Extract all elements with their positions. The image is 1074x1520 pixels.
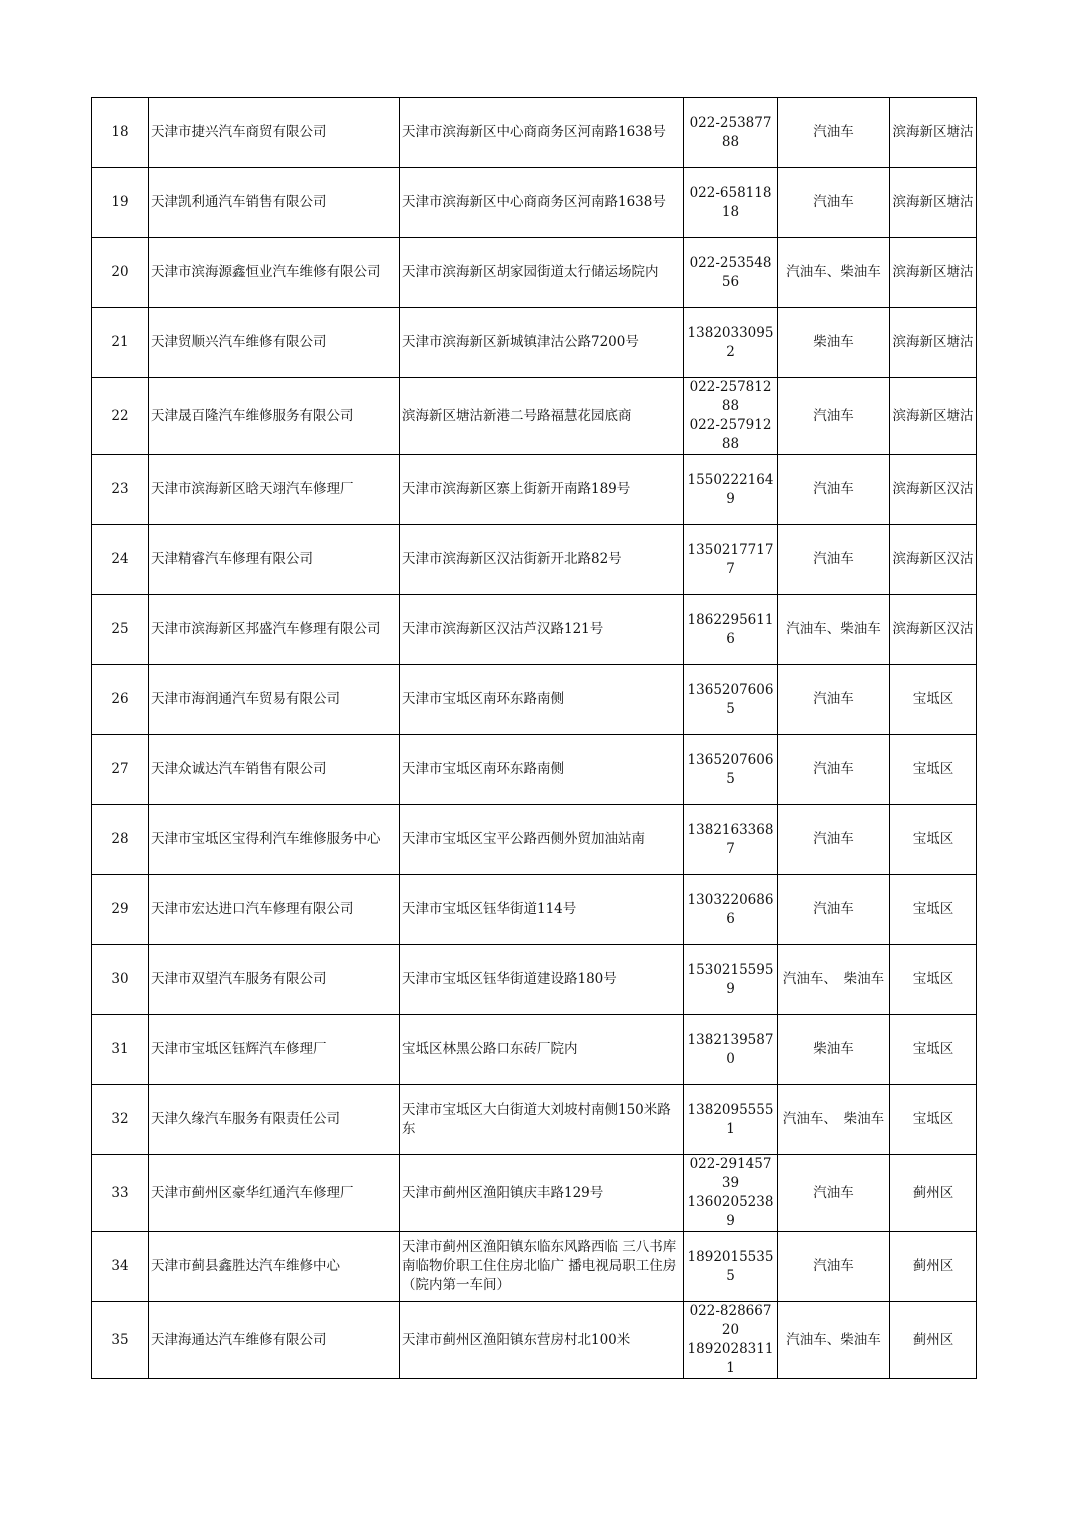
phone-number: 13820955551	[687, 1101, 774, 1137]
district: 宝坻区	[890, 1085, 977, 1155]
company-name: 天津市滨海新区邦盛汽车修理有限公司	[149, 595, 400, 665]
company-address: 天津市宝坻区钰华街道建设路180号	[400, 945, 684, 1015]
row-number: 33	[92, 1155, 149, 1232]
company-address: 天津市滨海新区新城镇津沽公路7200号	[400, 308, 684, 378]
row-number: 29	[92, 875, 149, 945]
company-name: 天津众诚达汽车销售有限公司	[149, 735, 400, 805]
company-name: 天津久缘汽车服务有限责任公司	[149, 1085, 400, 1155]
company-address: 天津市宝坻区宝平公路西侧外贸加油站南	[400, 805, 684, 875]
company-name: 天津贸顺兴汽车维修有限公司	[149, 308, 400, 378]
phone-number: 13652076065	[687, 681, 774, 717]
table-row	[92, 308, 977, 378]
company-name: 天津凯利通汽车销售有限公司	[149, 168, 400, 238]
vehicle-type: 汽油车、柴油车	[778, 238, 890, 308]
phone-numbers	[684, 525, 778, 595]
district: 蓟州区	[890, 1232, 977, 1302]
row-number: 22	[92, 378, 149, 455]
table-row	[92, 945, 977, 1015]
company-name: 天津市蓟州区豪华红通汽车修理厂	[149, 1155, 400, 1232]
vehicle-type: 汽油车、 柴油车	[778, 945, 890, 1015]
vehicle-type: 汽油车、 柴油车	[778, 1085, 890, 1155]
phone-number: 15502221649	[687, 471, 774, 507]
district: 宝坻区	[890, 875, 977, 945]
company-name: 天津市捷兴汽车商贸有限公司	[149, 98, 400, 168]
phone-number: 13652076065	[687, 751, 774, 787]
company-address: 天津市宝坻区南环东路南侧	[400, 665, 684, 735]
company-address: 天津市滨海新区汉沽芦汉路121号	[400, 595, 684, 665]
company-address: 天津市滨海新区寨上街新开南路189号	[400, 455, 684, 525]
company-address: 天津市滨海新区中心商商务区河南路1638号	[400, 168, 684, 238]
row-number: 19	[92, 168, 149, 238]
table-row	[92, 238, 977, 308]
phone-number: 022-82866720	[689, 1303, 772, 1338]
company-name: 天津市双望汽车服务有限公司	[149, 945, 400, 1015]
phone-numbers	[684, 98, 778, 168]
phone-number: 13032206866	[687, 891, 774, 927]
phone-numbers	[684, 168, 778, 238]
phone-numbers	[684, 805, 778, 875]
phone-number: 022-65811818	[689, 184, 772, 220]
table-row	[92, 805, 977, 875]
company-name: 天津市滨海新区晗天翊汽车修理厂	[149, 455, 400, 525]
row-number: 28	[92, 805, 149, 875]
table-row	[92, 735, 977, 805]
district: 宝坻区	[890, 1015, 977, 1085]
table-row	[92, 1015, 977, 1085]
vehicle-type: 柴油车	[778, 308, 890, 378]
phone-number: 18622956116	[687, 611, 774, 647]
table-row	[92, 455, 977, 525]
company-address: 天津市宝坻区南环东路南侧	[400, 735, 684, 805]
vehicle-type: 汽油车	[778, 98, 890, 168]
phone-numbers	[684, 665, 778, 735]
row-number: 23	[92, 455, 149, 525]
vehicle-type: 汽油车	[778, 665, 890, 735]
table-row	[92, 378, 977, 455]
vehicle-type: 汽油车	[778, 1232, 890, 1302]
vehicle-type: 汽油车、柴油车	[778, 1302, 890, 1379]
company-name: 天津精睿汽车修理有限公司	[149, 525, 400, 595]
company-address: 天津市滨海新区汉沽街新开北路82号	[400, 525, 684, 595]
phone-number: 15302155959	[687, 961, 774, 997]
table-body	[92, 98, 977, 1379]
phone-number: 022-25354856	[689, 254, 772, 290]
row-number: 26	[92, 665, 149, 735]
row-number: 25	[92, 595, 149, 665]
phone-number: 13602052389	[687, 1194, 774, 1229]
table-row	[92, 168, 977, 238]
phone-numbers	[684, 1155, 778, 1232]
phone-number: 022-25781288	[689, 379, 772, 414]
phone-number: 13821633687	[687, 821, 774, 857]
phone-numbers	[684, 1085, 778, 1155]
phone-numbers	[684, 378, 778, 455]
phone-numbers	[684, 595, 778, 665]
company-name: 天津市海润通汽车贸易有限公司	[149, 665, 400, 735]
company-address: 天津市滨海新区中心商商务区河南路1638号	[400, 98, 684, 168]
company-name: 天津海通达汽车维修有限公司	[149, 1302, 400, 1379]
table-row	[92, 98, 977, 168]
district: 滨海新区汉沽	[890, 455, 977, 525]
row-number: 35	[92, 1302, 149, 1379]
phone-numbers	[684, 735, 778, 805]
vehicle-type: 汽油车	[778, 378, 890, 455]
phone-number: 13820330952	[687, 324, 774, 360]
phone-numbers	[684, 1232, 778, 1302]
phone-number: 13502177177	[687, 541, 774, 577]
phone-number: 022-29145739	[689, 1156, 772, 1191]
row-number: 30	[92, 945, 149, 1015]
phone-number: 022-25387788	[689, 114, 772, 150]
district: 宝坻区	[890, 735, 977, 805]
company-address: 天津市蓟州区渔阳镇东临东风路西临 三八书库南临物价职工住住房北临广 播电视局职工住房（院内第一车间）	[400, 1232, 684, 1302]
company-address: 天津市宝坻区大白街道大刘坡村南侧150米路东	[400, 1085, 684, 1155]
table-row	[92, 875, 977, 945]
district: 蓟州区	[890, 1155, 977, 1232]
company-address: 宝坻区林黑公路口东砖厂院内	[400, 1015, 684, 1085]
row-number: 20	[92, 238, 149, 308]
company-name: 天津市蓟县鑫胜达汽车维修中心	[149, 1232, 400, 1302]
company-address: 天津市蓟州区渔阳镇庆丰路129号	[400, 1155, 684, 1232]
vehicle-type: 汽油车	[778, 875, 890, 945]
phone-numbers	[684, 308, 778, 378]
phone-numbers	[684, 455, 778, 525]
table-row	[92, 665, 977, 735]
table-row	[92, 1302, 977, 1379]
table-row	[92, 595, 977, 665]
district: 宝坻区	[890, 665, 977, 735]
company-name: 天津晟百隆汽车维修服务有限公司	[149, 378, 400, 455]
phone-number: 18920155355	[687, 1248, 774, 1284]
row-number: 21	[92, 308, 149, 378]
vehicle-type: 汽油车	[778, 805, 890, 875]
row-number: 34	[92, 1232, 149, 1302]
district: 滨海新区汉沽	[890, 595, 977, 665]
table-row	[92, 1085, 977, 1155]
vehicle-type: 柴油车	[778, 1015, 890, 1085]
table-row	[92, 525, 977, 595]
table-row	[92, 1232, 977, 1302]
table-row	[92, 1155, 977, 1232]
district: 宝坻区	[890, 805, 977, 875]
company-name: 天津市滨海源鑫恒业汽车维修有限公司	[149, 238, 400, 308]
phone-number: 13821395870	[687, 1031, 774, 1067]
phone-numbers	[684, 238, 778, 308]
phone-numbers	[684, 875, 778, 945]
vehicle-type: 汽油车	[778, 735, 890, 805]
company-address: 天津市滨海新区胡家园街道太行储运场院内	[400, 238, 684, 308]
phone-number: 18920283111	[687, 1341, 774, 1376]
company-name: 天津市宏达进口汽车修理有限公司	[149, 875, 400, 945]
vehicle-type: 汽油车	[778, 1155, 890, 1232]
district: 宝坻区	[890, 945, 977, 1015]
district: 滨海新区塘沽	[890, 308, 977, 378]
company-name: 天津市宝坻区宝得利汽车维修服务中心	[149, 805, 400, 875]
vehicle-type: 汽油车	[778, 455, 890, 525]
row-number: 24	[92, 525, 149, 595]
district: 滨海新区塘沽	[890, 98, 977, 168]
phone-numbers	[684, 1302, 778, 1379]
company-name: 天津市宝坻区钰辉汽车修理厂	[149, 1015, 400, 1085]
phone-number: 022-25791288	[689, 417, 772, 452]
row-number: 31	[92, 1015, 149, 1085]
district: 滨海新区塘沽	[890, 168, 977, 238]
company-address: 天津市蓟州区渔阳镇东营房村北100米	[400, 1302, 684, 1379]
district: 滨海新区塘沽	[890, 238, 977, 308]
service-station-table	[91, 97, 977, 1379]
row-number: 18	[92, 98, 149, 168]
company-address: 天津市宝坻区钰华街道114号	[400, 875, 684, 945]
vehicle-type: 汽油车	[778, 168, 890, 238]
district: 滨海新区汉沽	[890, 525, 977, 595]
company-address: 滨海新区塘沽新港二号路福慧花园底商	[400, 378, 684, 455]
vehicle-type: 汽油车、柴油车	[778, 595, 890, 665]
phone-numbers	[684, 1015, 778, 1085]
vehicle-type: 汽油车	[778, 525, 890, 595]
district: 蓟州区	[890, 1302, 977, 1379]
row-number: 32	[92, 1085, 149, 1155]
district: 滨海新区塘沽	[890, 378, 977, 455]
phone-numbers	[684, 945, 778, 1015]
row-number: 27	[92, 735, 149, 805]
